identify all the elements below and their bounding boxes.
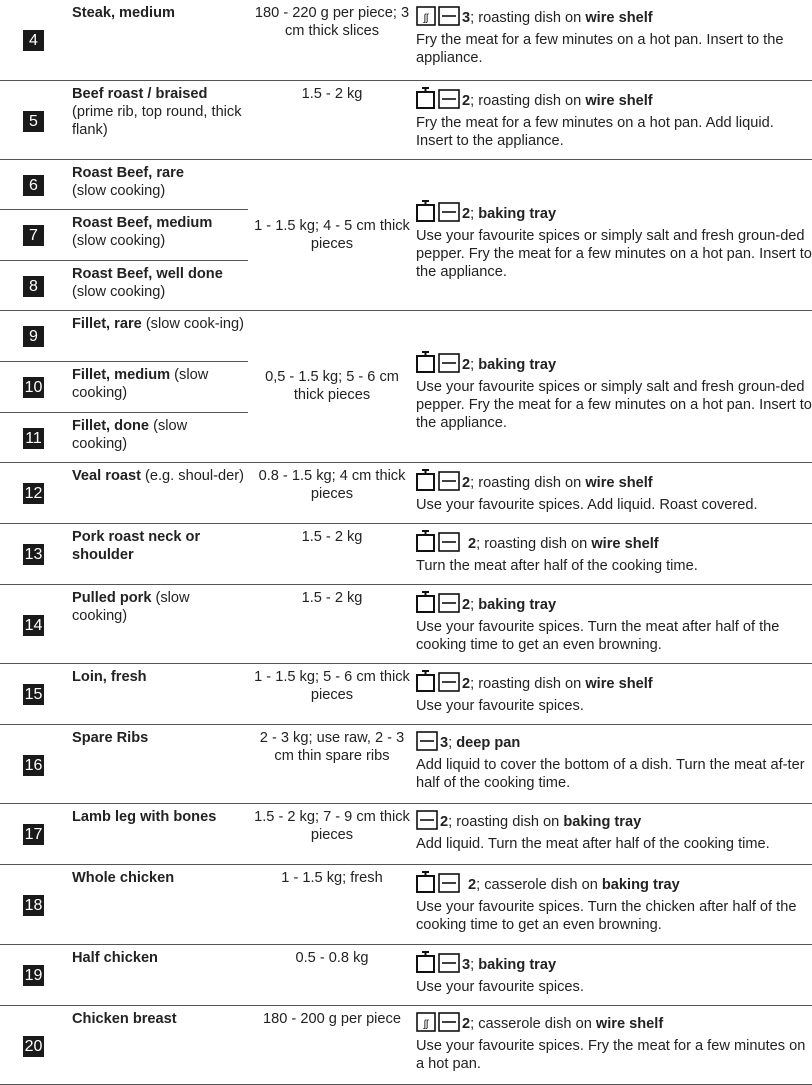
dish-name: Beef roast / braised: [72, 85, 208, 102]
probe-icon: [416, 591, 436, 618]
instruction-note: Add liquid. Turn the meat after half of the cooking time.: [416, 835, 770, 852]
shelf-level: 2: [468, 535, 477, 552]
instruction-note: Fry the meat for a few minutes on a hot pan. Add liquid. Insert to the appliance.: [416, 114, 774, 149]
dish-name: Lamb leg with bones: [72, 808, 217, 825]
amount: 1.5 - 2 kg: [248, 584, 416, 663]
dish-name: Steak, medium: [72, 5, 176, 21]
amount: 0.8 - 1.5 kg; 4 cm thick pieces: [248, 462, 416, 523]
dish-name: Veal roast: [72, 467, 141, 484]
dish-name: Roast Beef, medium: [72, 214, 213, 231]
instruction-note: Use your favourite spices. Turn the chicken after half of the cooking time to get an even browning.: [416, 898, 797, 933]
probe-icon: [416, 951, 436, 978]
instruction-note: Turn the meat after half of the cooking time.: [416, 557, 698, 574]
shelf-level: 2: [468, 876, 477, 893]
table-row: 12 Veal roast (e.g. shoul-der) 0.8 - 1.5 kg; 4 cm thick pieces 2; roasting dish on wire shelf Use your favourite spices. Add liquid. Roast covered.: [0, 462, 812, 523]
grill-icon: [416, 6, 436, 31]
top-bottom-heat-icon: [438, 593, 460, 618]
table-row: 4 Steak, medium 180 - 220 g per piece; 3 cm thick slices ʃʃ 3; roasting dish on wire shelf Fry the meat for a few minutes on a hot pan. Insert to the appliance.: [0, 0, 812, 80]
accessory: wire shelf: [585, 675, 653, 692]
shelf-level: 2: [462, 92, 471, 109]
accessory: wire shelf: [595, 1015, 664, 1032]
shelf-level: 2: [462, 675, 471, 692]
amount: 1.5 - 2 kg; 7 - 9 cm thick pieces: [248, 803, 416, 864]
shelf-level: 2: [462, 596, 471, 613]
accessory: baking tray: [478, 596, 557, 613]
dish-name: Whole chicken: [72, 869, 175, 886]
top-bottom-heat-icon: [438, 672, 460, 697]
accessory: wire shelf: [585, 474, 653, 491]
table-row: 5 Beef roast / braised (prime rib, top round, thick flank) 1.5 - 2 kg 2; roasting dish on wire shelf Fry the meat for a few minutes on a hot pan. Add liquid. Insert to the appliance.: [0, 80, 812, 159]
dish-name: Pulled pork: [72, 589, 152, 606]
top-bottom-heat-icon: [438, 1012, 460, 1037]
amount: 1.5 - 2 kg: [248, 80, 416, 159]
amount: 0.5 - 0.8 kg: [248, 944, 416, 1005]
instruction-note: Use your favourite spices. Fry the meat for a few minutes on a hot pan.: [416, 1037, 806, 1072]
accessory: wire shelf: [591, 535, 659, 552]
table-row: 8 Roast Beef, well done (slow cooking): [0, 260, 812, 310]
dish-name: Spare Ribs: [72, 729, 149, 746]
top-bottom-heat-icon: [438, 89, 460, 114]
shelf-level: 2: [440, 813, 449, 830]
dish-name: Fillet, rare: [72, 315, 142, 332]
instruction-note: Use your favourite spices or simply salt and fresh groun-ded pepper. Fry the meat for a few minutes on a hot pan. Insert to the appliance.: [416, 378, 812, 431]
top-bottom-heat-icon: [416, 731, 438, 756]
table-row: 14 Pulled pork (slow cooking) 1.5 - 2 kg 2; baking tray Use your favourite spices. Turn the meat after half of the cooking time to get an even browning.: [0, 584, 812, 663]
probe-icon: [416, 351, 436, 378]
amount: 1 - 1.5 kg; 5 - 6 cm thick pieces: [248, 663, 416, 724]
svg-text:ʃʃ: ʃʃ: [423, 13, 429, 24]
table-row: 10 Fillet, medium (slow cooking): [0, 361, 812, 412]
table-row: 20 Chicken breast 180 - 200 g per piece ʃʃ 2; casserole dish on wire shelf Use your favourite spices. Fry the meat for a few minutes on a hot pan.: [0, 1005, 812, 1084]
top-bottom-heat-icon: [438, 202, 460, 227]
dish-name: Roast Beef, well done: [72, 265, 223, 282]
dish-name: Half chicken: [72, 949, 158, 966]
table-row: 16 Spare Ribs 2 - 3 kg; use raw, 2 - 3 cm thin spare ribs 3; deep pan Add liquid to cover the bottom of a dish. Turn the meat af-ter half of the cooking time.: [0, 724, 812, 803]
shelf-level: 2: [462, 1015, 471, 1032]
instruction-note: Use your favourite spices.: [416, 978, 584, 995]
probe-icon: [416, 469, 436, 496]
probe-icon: [416, 87, 436, 114]
accessory: baking tray: [478, 205, 557, 222]
top-bottom-heat-icon: [438, 471, 460, 496]
amount: 1.5 - 2 kg: [248, 523, 416, 584]
dish-name: Fillet, done: [72, 417, 150, 434]
dish-name: Pork roast neck or shoulder: [72, 528, 201, 563]
amount: 180 - 200 g per piece: [248, 1005, 416, 1084]
dish-name: Chicken breast: [72, 1010, 177, 1027]
dish-name: Roast Beef, rare: [72, 164, 184, 181]
instruction-note: Fry the meat for a few minutes on a hot pan. Insert to the appliance.: [416, 32, 784, 66]
accessory: baking tray: [563, 813, 642, 830]
row-number: 12: [24, 484, 43, 502]
dish-name: Loin, fresh: [72, 668, 147, 685]
table-row: 17 Lamb leg with bones 1.5 - 2 kg; 7 - 9 cm thick pieces 2; roasting dish on baking tray Add liquid. Turn the meat after half of the cooking time.: [0, 803, 812, 864]
row-number: 16: [24, 756, 43, 774]
shelf-level: 2: [462, 356, 471, 373]
table-row: 7 Roast Beef, medium (slow cooking): [0, 209, 812, 260]
table-row: 13 Pork roast neck or shoulder 1.5 - 2 kg 2; roasting dish on wire shelf Turn the meat after half of the cooking time.: [0, 523, 812, 584]
instruction-note: Add liquid to cover the bottom of a dish. Turn the meat af-ter half of the cooking time.: [416, 756, 805, 791]
shelf-level: 2: [462, 474, 471, 491]
row-number: 15: [24, 685, 43, 703]
shelf-level: 3: [440, 734, 449, 751]
top-bottom-heat-icon: [438, 532, 460, 557]
row-number: 8: [23, 276, 44, 297]
row-number: 9: [23, 326, 44, 347]
probe-icon: [416, 200, 436, 227]
row-number: 5: [23, 111, 44, 132]
top-bottom-heat-icon: [416, 810, 438, 835]
row-number: 11: [23, 428, 44, 449]
table-row: 9 Fillet, rare (slow cook-ing) 0,5 - 1.5 kg; 5 - 6 cm thick pieces 2; baking tray Use your favourite spices or simply salt and fresh groun-ded pepper. Fry the meat for a few minutes on a hot pan. Insert to the appliance.: [0, 310, 812, 361]
accessory: baking tray: [478, 356, 557, 373]
table-row: 15 Loin, fresh 1 - 1.5 kg; 5 - 6 cm thick pieces 2; roasting dish on wire shelf Use your favourite spices.: [0, 663, 812, 724]
instruction-note: Use your favourite spices.: [416, 697, 584, 714]
top-bottom-heat-icon: [438, 953, 460, 978]
row-number: 13: [24, 545, 43, 563]
table-row: 6 Roast Beef, rare (slow cooking) 1 - 1.5 kg; 4 - 5 cm thick pieces 2; baking tray Use your favourite spices or simply salt and fresh groun-ded pepper. Fry the meat for a few minutes on a hot pan. Insert to the appliance.: [0, 159, 812, 209]
probe-icon: [416, 871, 436, 898]
dish-name: Fillet, medium: [72, 366, 171, 383]
probe-icon: [416, 530, 436, 557]
accessory: wire shelf: [585, 92, 653, 109]
row-number: 4: [23, 30, 44, 51]
top-bottom-heat-icon: [438, 353, 460, 378]
amount: 1 - 1.5 kg; fresh: [248, 864, 416, 944]
accessory: deep pan: [456, 734, 521, 751]
accessory: wire shelf: [585, 10, 653, 26]
top-bottom-heat-icon: [438, 6, 460, 31]
shelf-level: 3: [462, 10, 471, 26]
amount: 1 - 1.5 kg; 4 - 5 cm thick pieces: [248, 159, 416, 310]
table-row: 19 Half chicken 0.5 - 0.8 kg 3; baking tray Use your favourite spices.: [0, 944, 812, 1005]
svg-text:ʃʃ: ʃʃ: [423, 1018, 429, 1030]
row-number: 7: [23, 225, 44, 246]
row-number: 6: [23, 175, 44, 196]
row-number: 18: [24, 896, 43, 914]
instruction-note: Use your favourite spices. Turn the meat after half of the cooking time to get an even browning.: [416, 618, 780, 653]
row-number: 10: [24, 378, 43, 396]
row-number: 14: [24, 616, 43, 634]
top-bottom-heat-icon: [438, 873, 460, 898]
accessory: baking tray: [601, 876, 680, 893]
accessory: baking tray: [478, 956, 557, 973]
table-row: 11 Fillet, done (slow cooking): [0, 412, 812, 462]
probe-icon: [416, 670, 436, 697]
row-number: 20: [24, 1037, 43, 1055]
shelf-level: 3: [462, 956, 471, 973]
shelf-level: 2: [462, 205, 471, 222]
instruction-note: Use your favourite spices or simply salt and fresh groun-ded pepper. Fry the meat for a few minutes on a hot pan. Insert to the appliance.: [416, 227, 812, 280]
amount: 0,5 - 1.5 kg; 5 - 6 cm thick pieces: [248, 310, 416, 462]
amount: 180 - 220 g per piece; 3 cm thick slices: [248, 0, 416, 80]
amount: 2 - 3 kg; use raw, 2 - 3 cm thin spare ribs: [248, 724, 416, 803]
grill-icon: [416, 1012, 436, 1037]
instruction-note: Use your favourite spices. Add liquid. Roast covered.: [416, 496, 758, 513]
table-row: 18 Whole chicken 1 - 1.5 kg; fresh 2; casserole dish on baking tray Use your favourite spices. Turn the chicken after half of the cooking time to get an even browning.: [0, 864, 812, 944]
row-number: 19: [24, 966, 43, 984]
row-number: 17: [24, 825, 43, 843]
